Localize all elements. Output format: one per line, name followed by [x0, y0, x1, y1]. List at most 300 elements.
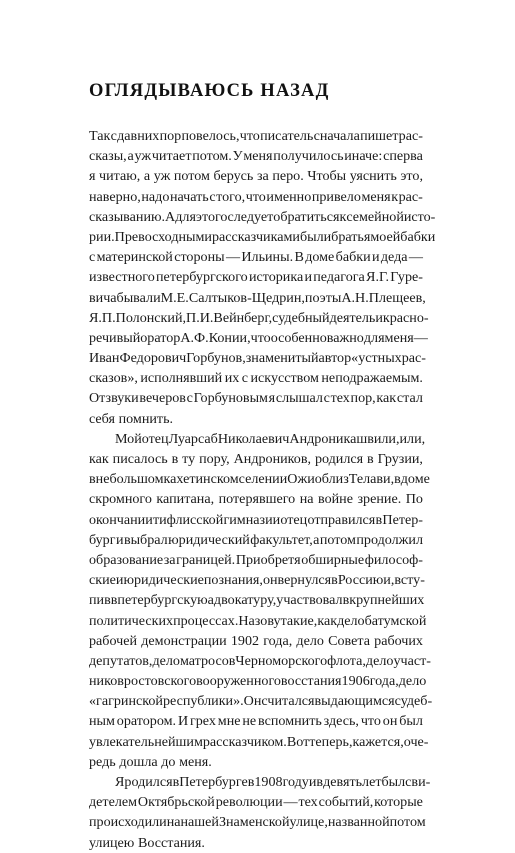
word: тех — [298, 794, 318, 811]
word: политических — [89, 612, 174, 629]
word: восстания — [280, 673, 342, 690]
word: процессах. — [173, 612, 239, 629]
text-line — [89, 611, 427, 631]
word: П.И. — [186, 309, 214, 326]
word: девять — [323, 774, 363, 790]
word: — — [413, 329, 428, 346]
text-line — [89, 429, 426, 449]
word: оче- — [403, 733, 429, 750]
text-line — [89, 631, 423, 651]
word: читает — [151, 148, 192, 165]
word: на — [166, 814, 181, 831]
word: республики». — [162, 693, 244, 710]
word: кажется, — [352, 733, 404, 750]
word: был — [381, 774, 406, 790]
word: с — [209, 188, 216, 205]
word: образование — [89, 551, 164, 568]
word: Вейнберг, — [213, 309, 273, 326]
word: революции — [215, 794, 283, 811]
text-line — [89, 732, 429, 752]
word: И — [177, 713, 189, 730]
word: я — [89, 168, 96, 185]
word: Так — [89, 128, 111, 144]
word: деда — [380, 249, 408, 266]
word: М.Е. — [160, 289, 189, 306]
word: бабки — [335, 249, 371, 266]
word: Приобретя — [235, 551, 301, 568]
word: депутатов, — [89, 652, 153, 669]
word: матросов — [179, 652, 236, 669]
word: за — [256, 168, 269, 185]
word: как — [376, 390, 397, 407]
word: тифлисской — [152, 511, 224, 528]
word: У — [232, 148, 243, 165]
text-line — [89, 146, 423, 166]
word: педагога — [313, 269, 365, 286]
word: Телави, — [348, 471, 395, 488]
word: года, — [263, 632, 293, 649]
word: Восстания. — [137, 834, 205, 851]
text-line — [89, 409, 423, 429]
word: того, — [216, 188, 246, 205]
word: продолжил — [356, 531, 423, 548]
word: теперь, — [309, 733, 353, 750]
text-line — [89, 530, 423, 550]
word: и — [372, 249, 380, 266]
word: окончании — [89, 511, 153, 528]
word: с — [323, 390, 330, 407]
word: участ- — [393, 652, 431, 669]
word: здесь, — [323, 713, 359, 730]
word: факультет, — [250, 531, 313, 548]
text-line — [89, 671, 427, 691]
word: кахетинском — [163, 471, 239, 488]
word: этого — [195, 208, 228, 225]
word: А — [165, 208, 176, 225]
paragraph — [89, 429, 433, 772]
word: рас- — [401, 350, 426, 367]
word: ников — [89, 673, 124, 690]
text-line — [89, 267, 423, 287]
word: рас- — [398, 128, 423, 144]
word: к — [339, 208, 347, 225]
word: именно — [266, 188, 312, 205]
word: в — [110, 592, 118, 609]
word: дело — [365, 652, 394, 669]
word: с — [186, 390, 193, 407]
word: Андроникашвили, — [289, 430, 400, 447]
word: давних — [117, 128, 160, 144]
word: названной — [327, 814, 390, 831]
word: выбрал — [123, 531, 168, 548]
word: их — [224, 370, 240, 387]
word: капитана, — [156, 491, 215, 508]
paragraph — [89, 772, 431, 853]
word: следует — [227, 208, 274, 225]
word: а — [127, 148, 134, 165]
text-line — [89, 570, 423, 590]
word: Ильины. — [241, 249, 294, 266]
word: скромного — [89, 491, 152, 508]
word: редь — [89, 753, 116, 770]
word: он — [382, 713, 398, 730]
word: которые — [374, 794, 423, 811]
word: в — [171, 451, 179, 467]
word: стал — [396, 390, 423, 407]
word: Андроников, — [233, 451, 312, 467]
text-line — [89, 247, 423, 267]
word: гимназии — [223, 511, 281, 528]
word: дело — [296, 632, 324, 649]
word: писалось — [112, 451, 168, 467]
chapter-heading: ОГЛЯДЫВАЮСЬ НАЗАД — [89, 81, 330, 101]
word: привело — [311, 188, 361, 205]
word: крупнейших — [349, 592, 425, 609]
word: улицею — [89, 834, 135, 851]
text-line — [89, 207, 436, 227]
text-line — [89, 510, 423, 530]
word: отправился — [307, 511, 376, 528]
word: В — [294, 249, 304, 266]
text-line — [89, 752, 423, 772]
word: в — [394, 471, 401, 488]
word: Николаевич — [217, 430, 290, 447]
word: пору, — [199, 451, 230, 467]
word: Мой — [115, 430, 142, 447]
word: поэты — [304, 289, 342, 306]
text-line — [89, 126, 423, 146]
word: обратиться — [273, 208, 340, 225]
word: берусь — [213, 168, 254, 185]
word: братья — [331, 228, 371, 245]
word: потом. — [192, 148, 232, 165]
word: познания, — [203, 572, 263, 589]
word: что — [360, 713, 381, 730]
text-line — [89, 792, 423, 812]
word: событий, — [318, 794, 374, 811]
word: — — [283, 794, 298, 811]
word: петербургского — [156, 269, 248, 286]
word: Горбуновым — [193, 390, 268, 407]
word: неподражаемым. — [321, 370, 423, 387]
word: Гуре- — [390, 269, 423, 286]
word: Иван — [89, 350, 120, 367]
text-line — [89, 187, 423, 207]
word: А.Ф. — [180, 329, 209, 346]
word: Совета — [328, 632, 370, 649]
word: иначе: — [344, 148, 383, 165]
word: семейной — [346, 208, 404, 225]
text-line — [89, 590, 423, 610]
text-line — [89, 469, 430, 489]
word: нашей — [180, 814, 219, 831]
word: а — [313, 531, 320, 548]
word: что — [245, 188, 266, 205]
word: родился — [124, 774, 173, 790]
word: для — [175, 208, 196, 225]
word: деятель — [329, 309, 376, 326]
word: считался — [261, 693, 315, 710]
text-line — [89, 449, 423, 469]
word: тех — [330, 390, 350, 407]
word: Ожио — [287, 471, 322, 488]
word: или, — [399, 430, 426, 447]
word: себя — [89, 410, 115, 427]
word: и — [115, 531, 124, 548]
word: Петер- — [382, 511, 423, 528]
word: а — [143, 168, 151, 185]
word: — — [408, 249, 423, 266]
word: не — [242, 713, 257, 730]
word: в — [172, 774, 180, 790]
word: меня. — [179, 753, 212, 770]
word: юридические — [123, 572, 204, 589]
word: лет — [362, 774, 382, 790]
word: петербургскую — [117, 592, 208, 609]
word: ростовского — [123, 673, 197, 690]
word: меня — [361, 188, 391, 205]
word: вечеров — [139, 390, 186, 407]
word: флота, — [327, 652, 366, 669]
word: как — [89, 451, 109, 467]
word: рии. — [89, 228, 115, 245]
word: в — [367, 451, 374, 467]
text-line — [89, 348, 426, 368]
word: на — [299, 491, 314, 508]
word: вернулся — [277, 572, 332, 589]
word: с — [89, 249, 96, 266]
word: красно- — [382, 309, 429, 326]
word: потом — [389, 814, 426, 831]
word: детелем — [89, 794, 138, 811]
word: всту- — [394, 572, 425, 589]
word: Федорович — [119, 350, 187, 367]
word: и — [308, 774, 317, 790]
word: в — [342, 592, 350, 609]
word: Вот — [286, 733, 310, 750]
word: мне — [217, 713, 241, 730]
word: перо. — [272, 168, 304, 185]
word: бург — [89, 531, 116, 548]
word: 1902 — [230, 632, 260, 649]
text-line — [89, 550, 423, 570]
word: искусством — [250, 370, 319, 387]
word: дело — [398, 673, 427, 690]
text-line — [89, 691, 433, 711]
word: ские — [89, 572, 116, 589]
word: 1906 — [341, 673, 370, 690]
word: речивый — [89, 329, 141, 346]
word: демонстрации — [141, 632, 227, 649]
word: Отзвуки — [89, 390, 139, 407]
word: Грузии, — [377, 451, 423, 467]
word: пор, — [350, 390, 376, 407]
text-line — [89, 651, 431, 671]
word: году — [282, 774, 309, 790]
word: бывали — [116, 289, 161, 306]
word: отец — [141, 430, 169, 447]
word: Превосходными — [114, 228, 212, 245]
word: Знаменской — [218, 814, 290, 831]
word: слышал — [275, 390, 323, 407]
word: знаменитый — [245, 350, 319, 367]
word: материнской — [96, 249, 173, 266]
word: обширные — [301, 551, 365, 568]
word: доме — [305, 249, 335, 266]
word: границей. — [176, 551, 236, 568]
word: и — [115, 572, 124, 589]
word: адвокатуру, — [207, 592, 277, 609]
word: особенно — [270, 329, 327, 346]
word: Он — [243, 693, 262, 710]
word: меня — [243, 148, 273, 165]
word: в — [247, 774, 255, 790]
text-line — [89, 772, 431, 792]
word: были — [299, 228, 332, 245]
word: батумской — [364, 612, 427, 629]
word: Я.Г. — [366, 269, 390, 286]
text-line — [89, 833, 423, 853]
word: пив — [89, 592, 111, 609]
word: потерявшего — [218, 491, 296, 508]
word: я — [268, 390, 276, 407]
word: Кони — [208, 329, 240, 346]
word: помнить. — [118, 410, 174, 427]
word: что — [239, 128, 260, 144]
word: рабочей — [89, 632, 138, 649]
word: вича — [89, 289, 117, 306]
text-line — [89, 308, 429, 328]
word: Полонский, — [115, 309, 187, 326]
word: судеб- — [394, 693, 433, 710]
word: это, — [400, 168, 423, 185]
word: юридический — [168, 531, 250, 548]
word: в — [331, 572, 338, 589]
word: родился — [314, 451, 364, 467]
word: селении — [238, 471, 288, 488]
text-line — [89, 711, 423, 731]
word: 1908 — [254, 774, 283, 790]
text-line — [89, 227, 436, 247]
word: сказыванию. — [89, 208, 166, 225]
word: рас- — [398, 188, 423, 205]
word: оратор — [140, 329, 181, 346]
word: судебный — [272, 309, 330, 326]
word: надо — [141, 188, 170, 205]
word: моей — [370, 228, 401, 245]
word: Россию — [337, 572, 384, 589]
word: меня — [384, 329, 414, 346]
word: Петербурге — [179, 774, 248, 790]
word: вооруженного — [196, 673, 281, 690]
word: небольшом — [95, 471, 164, 488]
word: что — [250, 329, 271, 346]
word: получилось — [273, 148, 344, 165]
word: известного — [89, 269, 155, 286]
paragraph — [89, 126, 436, 429]
word: близ — [321, 471, 349, 488]
word: за — [163, 551, 176, 568]
word: важно — [326, 329, 364, 346]
word: сперва — [383, 148, 423, 165]
word: читаю, — [99, 168, 141, 185]
word: и, — [239, 329, 251, 346]
word: выдающимся — [314, 693, 395, 710]
word: бабки — [400, 228, 436, 245]
word: войне — [318, 491, 353, 508]
word: уж — [153, 168, 171, 185]
word: рассказчиком. — [202, 733, 287, 750]
word: отец — [280, 511, 308, 528]
word: вспомнить — [258, 713, 322, 730]
word: сказов», — [89, 370, 138, 387]
word: сначала — [313, 128, 360, 144]
word: года, — [369, 673, 399, 690]
word: наверно, — [89, 188, 141, 205]
text-line — [89, 166, 423, 186]
word: потом — [319, 531, 356, 548]
word: — — [225, 249, 241, 266]
word: Назову — [238, 612, 281, 629]
word: уяснить — [349, 168, 397, 185]
word: дело — [152, 652, 180, 669]
word: дошла — [119, 753, 158, 770]
word: Я.П. — [89, 309, 116, 326]
word: грех — [189, 713, 216, 730]
text-line — [89, 328, 428, 348]
word: увлекательнейшим — [89, 733, 203, 750]
word: автор — [318, 350, 352, 367]
word: Салтыков-Щедрин, — [188, 289, 305, 306]
word: сви- — [405, 774, 431, 790]
word: Горбунов, — [186, 350, 246, 367]
word: как — [317, 612, 338, 629]
word: ту — [182, 451, 196, 467]
word: происходили — [89, 814, 167, 831]
word: доме — [400, 471, 430, 488]
word: уж — [134, 148, 152, 165]
word: в — [316, 774, 324, 790]
text-line — [89, 812, 426, 832]
word: ным — [89, 713, 115, 730]
word: «устных — [351, 350, 402, 367]
word: потом — [173, 168, 210, 185]
word: стороны — [174, 249, 225, 266]
word: и — [375, 309, 383, 326]
word: был — [399, 713, 423, 730]
word: Я — [115, 774, 125, 790]
word: для — [363, 329, 385, 346]
word: «гагринской — [89, 693, 163, 710]
word: Плещеев, — [368, 289, 426, 306]
word: начать — [169, 188, 209, 205]
body-text — [89, 126, 436, 853]
word: пор — [159, 128, 182, 144]
word: в — [89, 471, 96, 488]
text-line — [89, 288, 426, 308]
word: он — [262, 572, 278, 589]
word: повелось, — [181, 128, 240, 144]
word: с — [241, 370, 249, 387]
word: Луарсаб — [168, 430, 218, 447]
word: в — [375, 511, 383, 528]
text-line — [89, 388, 423, 408]
word: до — [161, 753, 176, 770]
word: и — [304, 269, 313, 286]
word: дело — [337, 612, 365, 629]
word: сказы, — [89, 148, 127, 165]
word: улице, — [289, 814, 328, 831]
